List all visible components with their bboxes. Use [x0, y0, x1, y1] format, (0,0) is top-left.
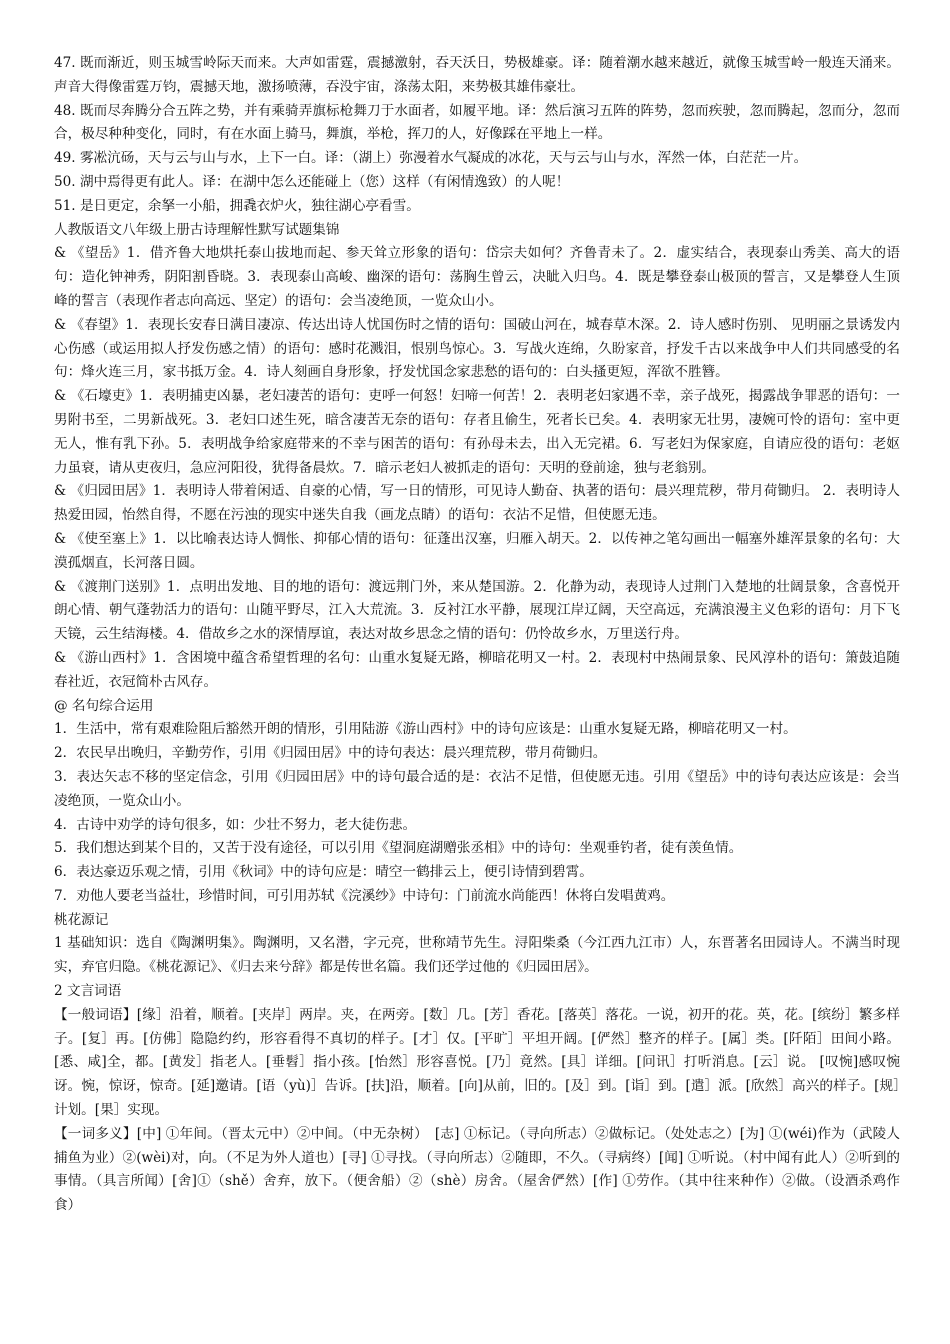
- section-heading-taohuayuan: 桃花源记: [54, 911, 109, 928]
- polysemy-vocabulary: 【一词多义】[中] ①年间。（晋太元中）②中间。（中无杂树） [志] ①标记。（寻向所志）②做标记。（处处志之）[为] ①(wéi)作为（武陵人捕鱼为业）②(wèi)对，向。（不足为外人道也）[寻] ①寻找。（寻向所志）②随即，不久。（寻病终）[闻] ①听说。（村中闻有此人）②听到的事情。（具言所闻）[舍]①（shě）舍弃，放下。（便舍船）②（shè）房舍。（屋舍俨然）[作] ①劳作。（其中往来种作）②做。（设酒杀鸡作食）: [54, 1125, 900, 1214]
- poem-shizhisaishang: & 《使至塞上》1．以比喻表达诗人惆怅、抑郁心情的语句：征蓬出汉塞，归雁入胡天。2．以传神之笔勾画出一幅塞外雄浑景象的名句：大漠孤烟直，长河落日圆。: [54, 530, 900, 571]
- general-vocabulary: 【一般词语】[缘］沿着，顺着。[夹岸］两岸。夹，在两旁。[数］几。[芳］香花。[落英］落花。一说，初开的花。英，花。[缤纷］繁多样子。[复］再。[仿佛］隐隐约约，形容看得不真切的样子。[才］仅。[平旷］平坦开阔。[俨然］整齐的样子。[属］类。[阡陌］田间小路。[悉、咸]全，都。[黄发］指老人。[垂髫］指小孩。[怡然］形容喜悦。[乃］竟然。[具］详细。[问讯］打听消息。[云］说。 [叹惋]感叹惋讶。惋，惊讶，惊奇。[延]邀请。[语（yù)］告诉。[扶]沿，顺着。[向]从前，旧的。[及］到。[诣］到。[遣］派。[欣然］高兴的样子。[规］计划。[果］实现。: [54, 1006, 900, 1119]
- quote-item-7: 7．劝他人要老当益壮，珍惜时间，可引用苏轼《浣溪纱》中诗句：门前流水尚能西！休将白发唱黄鸡。: [54, 887, 675, 904]
- poem-guiyuantianju: & 《归园田居》1．表明诗人带着闲适、自豪的心情，写一日的情形，可见诗人勤奋、执著的语句：晨兴理荒秽，带月荷锄归。 2．表明诗人热爱田园，怡然自得，不愿在污浊的现实中迷失自我（画龙点睛）的语句：衣沾不足惜，但使愿无违。: [54, 483, 900, 524]
- poem-youshanxicun: & 《游山西村》1．含困境中蕴含希望哲理的名句：山重水复疑无路，柳暗花明又一村。2．表现村中热闹景象、民风淳朴的语句：箫鼓追随春社近，衣冠简朴古风存。: [54, 649, 900, 690]
- poem-wangyue: & 《望岳》1．借齐鲁大地烘托泰山拔地而起、参天耸立形象的语句：岱宗夫如何？齐鲁青未了。2．虚实结合，表现泰山秀美、高大的语句：造化钟神秀，阴阳割昏晓。3．表现泰山高峻、幽深的语句：荡胸生曾云，决眦入归鸟。4．既是攀登泰山极顶的誓言，又是攀登人生顶峰的誓言（表现作者志向高远、坚定）的语句：会当凌绝顶，一览众山小。: [54, 245, 900, 309]
- line-item-50: 50. 湖中焉得更有此人。译：在湖中怎么还能碰上（您）这样（有闲情逸致）的人呢！: [54, 173, 570, 190]
- line-item-51: 51. 是日更定，余拏一小船，拥毳衣炉火，独往湖心亭看雪。: [54, 197, 420, 214]
- section-heading-quotes: @ 名句综合运用: [54, 697, 154, 714]
- line-item-48: 48. 既而尽奔腾分合五阵之势，并有乘骑弄旗标枪舞刀于水面者，如履平地。译：然后演习五阵的阵势，忽而疾驶，忽而腾起，忽而分，忽而合，极尽种种变化，同时，有在水面上骑马，舞旗，举枪，挥刀的人，好像踩在平地上一样。: [54, 102, 900, 143]
- quote-item-5: 5．我们想达到某个目的，又苦于没有途径，可以引用《望洞庭湖赠张丞相》中的诗句：坐观垂钓者，徒有羡鱼情。: [54, 840, 743, 857]
- poem-chunwang: & 《春望》1．表现长安春日满目凄凉、传达出诗人忧国伤时之情的语句：国破山河在，城春草木深。2．诗人感时伤别、 见明丽之景诱发内心伤感（或运用拟人抒发伤感之情）的语句：感时花溅泪，恨别鸟惊心。3．写战火连绵，久盼家音，抒发千古以来战争中人们共同感受的名句：烽火连三月，家书抵万金。4．诗人刻画自身形象，抒发忧国念家悲愁的语句的：白头搔更短，浑欲不胜簪。: [54, 316, 900, 381]
- basic-knowledge: 1 基础知识：选自《陶渊明集》。陶渊明，又名潜，字元亮，世称靖节先生。浔阳柴桑（今江西九江市）人，东晋著名田园诗人。不满当时现实，弃官归隐。《桃花源记》、《归去来兮辞》都是传世名篇。我们还学过他的《归园田居》。: [54, 935, 900, 976]
- quote-item-2: 2．农民早出晚归，辛勤劳作，引用《归园田居》中的诗句表达：晨兴理荒秽，带月荷锄归。: [54, 745, 607, 762]
- poem-shihaoli: & 《石壕吏》1．表明捕吏凶暴，老妇凄苦的语句：吏呼一何怒！妇啼一何苦！2．表明老妇家遇不幸，亲子战死，揭露战争罪恶的语句：一男附书至，二男新战死。3．老妇口述生死，暗含凄苦无奈的语句：存者且偷生，死者长已矣。4．表明家无壮男，凄婉可怜的语句：室中更无人，惟有乳下孙。5．表明战争给家庭带来的不幸与困苦的语句：有孙母未去，出入无完裙。6．写老妇为保家庭，自请应役的语句：老妪力虽衰，请从吏夜归，急应河阳役，犹得备晨炊。7．暗示老妇人被抓走的语句：天明的登前途，独与老翁别。: [54, 388, 900, 476]
- line-item-47: 47. 既而渐近，则玉城雪岭际天而来。大声如雷霆，震撼激射，吞天沃日，势极雄豪。译：随着潮水越来越近，就像玉城雪岭一般连天涌来。声音大得像雷霆万钧，震撼天地，激扬喷薄，吞没宇宙，涤荡太阳，来势极其雄伟豪壮。: [54, 55, 900, 95]
- quote-item-3: 3．表达矢志不移的坚定信念，引用《归园田居》中的诗句最合适的是：衣沾不足惜，但使愿无违。引用《望岳》中的诗句表达应该是：会当凌绝顶，一览众山小。: [54, 768, 900, 809]
- quote-item-1: 1．生活中，常有艰难险阻后豁然开朗的情形，引用陆游《游山西村》中的诗句应该是：山重水复疑无路，柳暗花明又一村。: [54, 721, 797, 738]
- poem-dujingmen: & 《渡荆门送别》1．点明出发地、目的地的语句：渡远荆门外，来从楚国游。2．化静为动，表现诗人过荆门入楚地的壮阔景象，含喜悦开朗心情、朝气蓬勃活力的语句：山随平野尽，江入大荒流。3．反衬江水平静，展现江岸辽阔，天空高远，充满浪漫主义色彩的语句：月下飞天镜，云生结海楼。4．借故乡之水的深情厚谊，表达对故乡思念之情的语句：仍怜故乡水，万里送行舟。: [54, 578, 900, 643]
- subheading-vocabulary: 2 文言词语: [54, 983, 122, 1000]
- line-item-49: 49. 雾凇沆砀，天与云与山与水，上下一白。译：（湖上）弥漫着水气凝成的冰花，天与云与山与水，浑然一体，白茫茫一片。: [54, 150, 808, 167]
- section-heading-poems: 人教版语文八年级上册古诗理解性默写试题集锦: [54, 221, 340, 238]
- quote-item-4: 4．古诗中劝学的诗句很多，如：少壮不努力，老大徒伤悲。: [54, 816, 417, 833]
- quote-item-6: 6．表达豪迈乐观之情，引用《秋词》中的诗句应是：晴空一鹤排云上，便引诗情到碧霄。: [54, 864, 593, 881]
